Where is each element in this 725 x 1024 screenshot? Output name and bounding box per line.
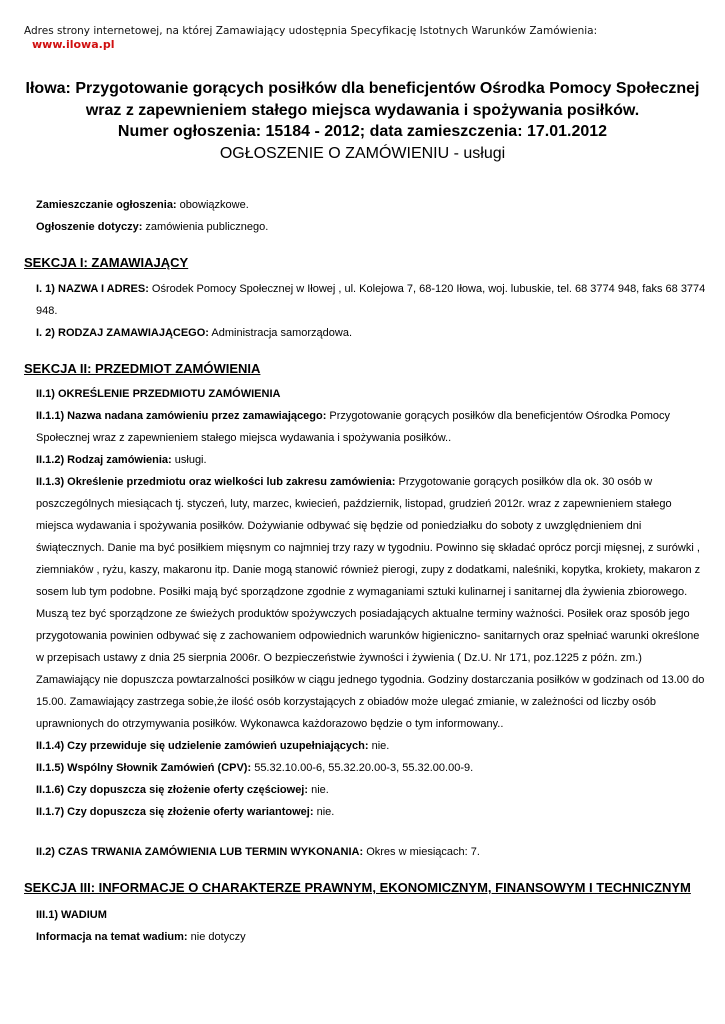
variant-offer-row [36,801,706,823]
sizw-address-label: Adres strony internetowej, na której Zamawiający udostępnia Specyfikację Istotnych Warunków Zamówienia: [24,25,598,37]
subject-subheading: II.1) OKREŚLENIE PRZEDMIOTU ZAMÓWIENIA [36,388,281,400]
contract-name-label: II.1.1) Nazwa nadana zamówieniu przez zamawiającego: [36,410,327,422]
deposit-label: Informacja na temat wadium: [36,931,188,943]
duration-label: II.2) CZAS TRWANIA ZAMÓWIENIA LUB TERMIN WYKONANIA: [36,846,364,858]
contract-kind-label: II.1.2) Rodzaj zamówienia: [36,454,172,466]
placement-label: Zamieszczanie ogłoszenia: [36,199,177,211]
duration-row [36,841,706,863]
scope-label: II.1.3) Określenie przedmiotu oraz wielkości lub zakresu zamówienia: [36,476,396,488]
notice-body [24,194,706,948]
section-2-heading: SEKCJA II: PRZEDMIOT ZAMÓWIENIA [24,361,261,376]
section-3-heading: SEKCJA III: INFORMACJE O CHARAKTERZE PRAWNYM, EKONOMICZNYM, FINANSOWYM I TECHNICZNYM [24,880,691,895]
partial-offer-row [36,779,706,801]
concerns-value: zamówienia publicznego. [142,221,269,233]
contract-kind-value: usługi. [171,454,207,466]
contract-name-value: Przygotowanie gorących posiłków dla beneficjentów Ośrodka Pomocy Społecznej wraz z zapewnieniem stałego miejsca wydawania i spożywania posiłków.. [36,410,670,444]
title-line-2: wraz z zapewnieniem stałego miejsca wydawania i spożywania posiłków. [85,101,640,119]
supplementary-label: II.1.4) Czy przewiduje się udzielenie zamówień uzupełniających: [36,740,369,752]
name-address-value: Ośrodek Pomocy Społecznej w Iłowej , ul. Kolejowa 7, 68-120 Iłowa, woj. lubuskie, tel. 68 3774 948, faks 68 3774 948. [36,283,706,317]
authority-type-label: I. 2) RODZAJ ZAMAWIAJĄCEGO: [36,327,209,339]
partial-offer-label: II.1.6) Czy dopuszcza się złożenie oferty częściowej: [36,784,309,796]
contract-name-row [36,405,706,449]
title-line-3: Numer ogłoszenia: 15184 - 2012; data zamieszczenia: 17.01.2012 [117,123,608,140]
name-address-label: I. 1) NAZWA I ADRES: [36,283,149,295]
website-link[interactable]: www.ilowa.pl [32,38,115,51]
deposit-value: nie dotyczy [187,931,246,943]
scope-value: Przygotowanie gorących posiłków dla ok. 30 osób w poszczególnych miesiącach tj. styczeń, luty, marzec, kwiecień, październik, listopad, grudzień 2012r. wraz z zapewnieniem stałego miejsca wydawania i spożywania posiłków. Dożywianie odbywać się będzie od poniedziałku do soboty z uwzględnieniem dni świątecznych. Danie ma być posiłkiem mięsnym co najmniej trzy razy w tygodniu. Powinno się składać oprócz porcji mięsnej, z surówki , ziemniaków , ryżu, kaszy, makaronu itp. Danie mogą stanowić również pierogi, zupy z dodatkami, naleśniki, kopytka, krokiety, makaron z sosem lub tym podobne. Posiłki mają być sporządzone zgodnie z wymaganiami sztuki kulinarnej i sanitarnej dla żywienia zbiorowego. Muszą tez być sporządzone ze świeżych produktów spożywczych posiadających aktualne terminy ważności. Posiłek oraz sposób jego przygotowania powinien odbywać się z zachowaniem odpowiednich warunków higieniczno- sanitarnych oraz spełniać warunki określone w przepisach ustawy z dnia 25 sierpnia 2006r. O bezpieczeństwie żywności i żywienia ( Dz.U. Nr 171, poz.1225 z późn. zm.) Zamawiający nie dopuszcza powtarzalności posiłków w ciągu jednego tygodnia. Godziny dostarczania posiłków w godzinach od 13.00 do 15.00. Zamawiający zastrzega sobie,że ilość osób korzystających z obiadów może ulegać zmianie, w zależności od liczby osób uprawnionych do otrzymywania posiłków. Wykonawca każdorazowo będzie o tym informowany.. [36,476,705,730]
notice-title [0,78,725,164]
placement-row [36,194,706,216]
partial-offer-value: nie. [308,784,329,796]
spacer [36,823,706,841]
placement-value: obowiązkowe. [176,199,249,211]
title-line-4: OGŁOSZENIE O ZAMÓWIENIU - usługi [219,144,506,162]
cpv-value: 55.32.10.00-6, 55.32.20.00-3, 55.32.00.00-9. [251,762,474,774]
cpv-row [36,757,706,779]
variant-offer-label: II.1.7) Czy dopuszcza się złożenie oferty wariantowej: [36,806,314,818]
contracting-authority-row [36,278,706,322]
authority-type-value: Administracja samorządowa. [208,327,353,339]
variant-offer-value: nie. [313,806,335,818]
title-line-1: Iłowa: Przygotowanie gorących posiłków dla beneficjentów Ośrodka Pomocy Społecznej [25,80,700,97]
supplementary-row [36,735,706,757]
deposit-subheading: III.1) WADIUM [36,909,107,921]
authority-type-row [36,322,706,344]
scope-row [36,471,706,735]
duration-value: Okres w miesiącach: 7. [363,846,480,858]
concerns-label: Ogłoszenie dotyczy: [36,221,143,233]
contract-kind-row [36,449,706,471]
supplementary-value: nie. [368,740,390,752]
concerns-row [36,216,706,238]
section-1-heading: SEKCJA I: ZAMAWIAJĄCY [24,255,189,270]
deposit-row [36,926,706,948]
cpv-label: II.1.5) Wspólny Słownik Zamówień (CPV): [36,762,252,774]
